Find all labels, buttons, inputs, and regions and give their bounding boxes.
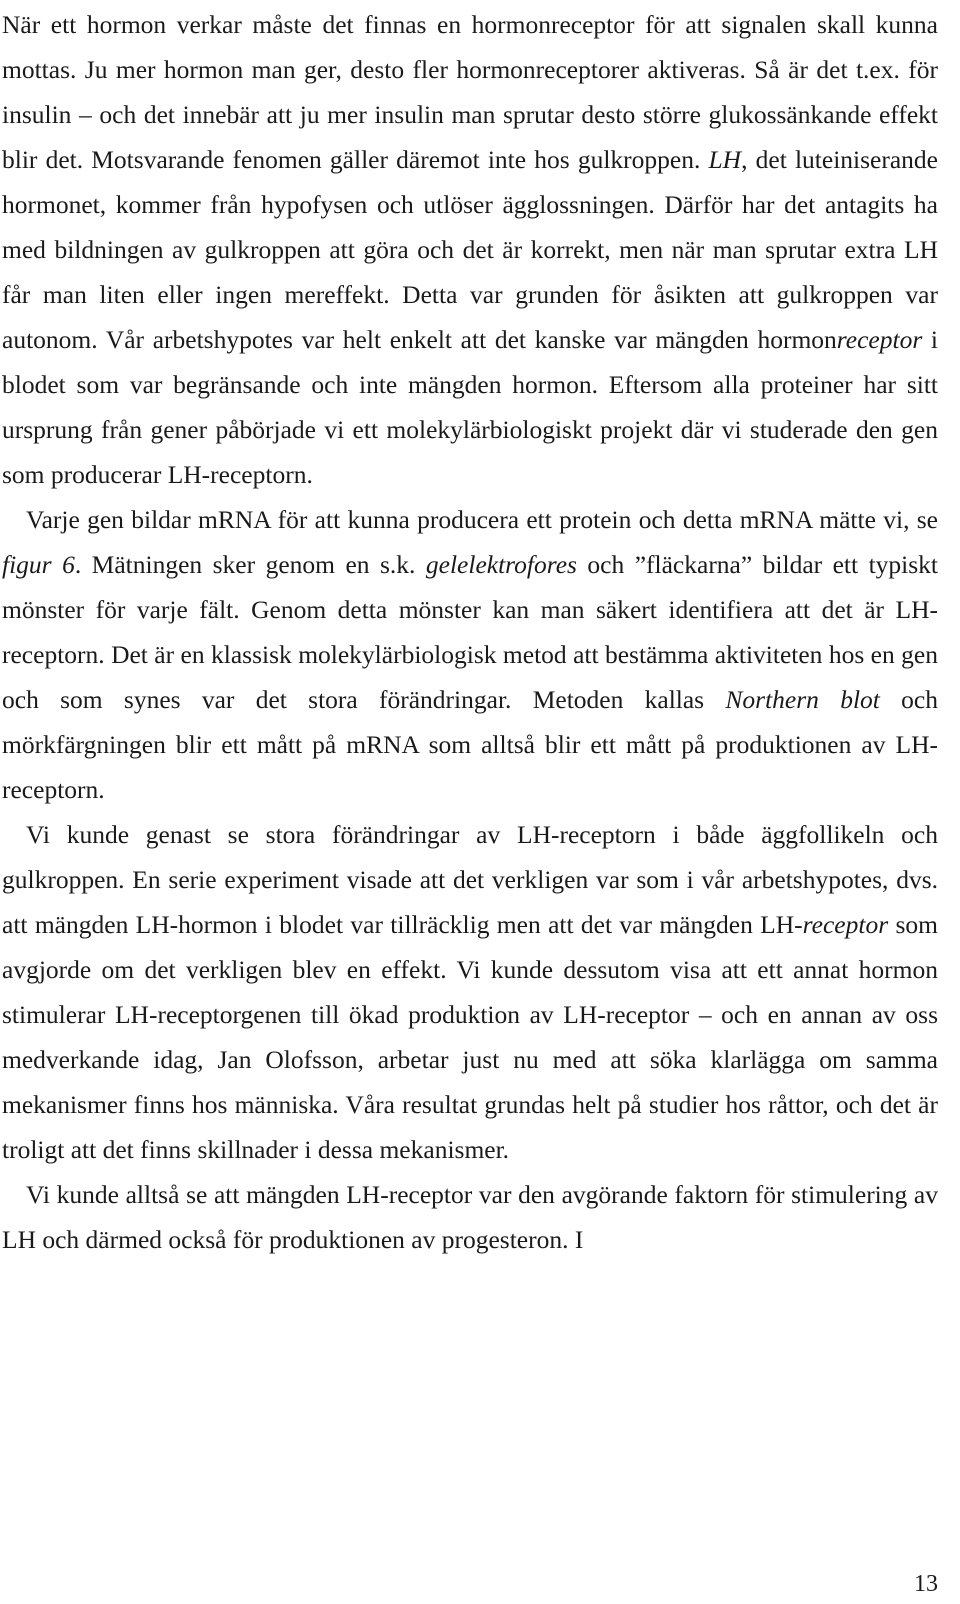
italic-term-receptor: receptor <box>836 325 923 354</box>
text-run: Vi kunde genast se stora förändringar av LH-receptorn i både äggfollikeln och gulkroppen. En serie experiment visade att det verkligen var som i vår arbetshypotes, dvs. att mängden LH-hormon i blodet var tillräcklig men att det var mängden LH- <box>2 820 938 939</box>
paragraph-3 <box>2 812 938 1172</box>
text-run: och mörkfärgningen blir ett mått på mRNA som alltså blir ett mått på produktionen av LH-receptorn. <box>2 685 938 804</box>
italic-term-gelelektrofores: gelelektrofores <box>425 550 577 579</box>
paragraph-1 <box>2 2 938 497</box>
page-number: 13 <box>914 1571 938 1597</box>
italic-term-northern-blot: Northern blot <box>725 685 880 714</box>
paragraph-2 <box>2 497 938 812</box>
text-run: Varje gen bildar mRNA för att kunna producera ett protein och detta mRNA mätte vi, se <box>26 505 938 534</box>
text-run: i blodet som var begränsande och inte mängden hormon. Eftersom alla proteiner har sitt ursprung från gener påbörjade vi ett molekylärbiologiskt projekt där vi studerade den gen som producerar LH-receptorn. <box>2 325 938 489</box>
italic-term-receptor: receptor <box>802 910 889 939</box>
figure-reference: figur 6 <box>2 550 75 579</box>
text-run: Vi kunde alltså se att mängden LH-receptor var den avgörande faktorn för stimulering av LH och därmed också för produktionen av progesteron. I <box>2 1180 938 1254</box>
text-run: . Mätningen sker genom en s.k. <box>74 550 426 579</box>
body-text <box>2 2 938 1262</box>
text-run: och ”fläckarna” bildar ett typiskt mönster för varje fält. Genom detta mönster kan man säkert identifiera att det är LH-receptorn. Det är en klassisk molekylärbiologisk metod att bestämma aktiviteten hos en gen och som synes var det stora förändringar. Metoden kallas <box>2 550 938 714</box>
text-run: , det luteiniserande hormonet, kommer från hypofysen och utlöser ägglossningen. Därför har det antagits ha med bildningen av gulkroppen att göra och det är korrekt, men när man sprutar extra LH får man liten eller ingen mereffekt. Detta var grunden för åsikten att gulkroppen var autonom. Vår arbetshypotes var helt enkelt att det kanske var mängden hormon <box>2 145 938 354</box>
text-run: som avgjorde om det verkligen blev en effekt. Vi kunde dessutom visa att ett annat hormon stimulerar LH-receptorgenen till ökad produktion av LH-receptor – och en annan av oss medverkande idag, Jan Olofsson, arbetar just nu med att söka klarlägga om samma mekanismer finns hos människa. Våra resultat grundas helt på studier hos råttor, och det är troligt att det finns skillnader i dessa mekanismer. <box>2 910 938 1164</box>
italic-term-lh: LH <box>708 145 742 174</box>
text-run: När ett hormon verkar måste det finnas en hormonreceptor för att signalen skall kunna mottas. Ju mer hormon man ger, desto fler hormonreceptorer aktiveras. Så är det t.ex. för insulin – och det innebär att ju mer insulin man sprutar desto större glukossänkande effekt blir det. Motsvarande fenomen gäller däremot inte hos gulkroppen. <box>2 10 938 174</box>
paragraph-4 <box>2 1172 938 1262</box>
